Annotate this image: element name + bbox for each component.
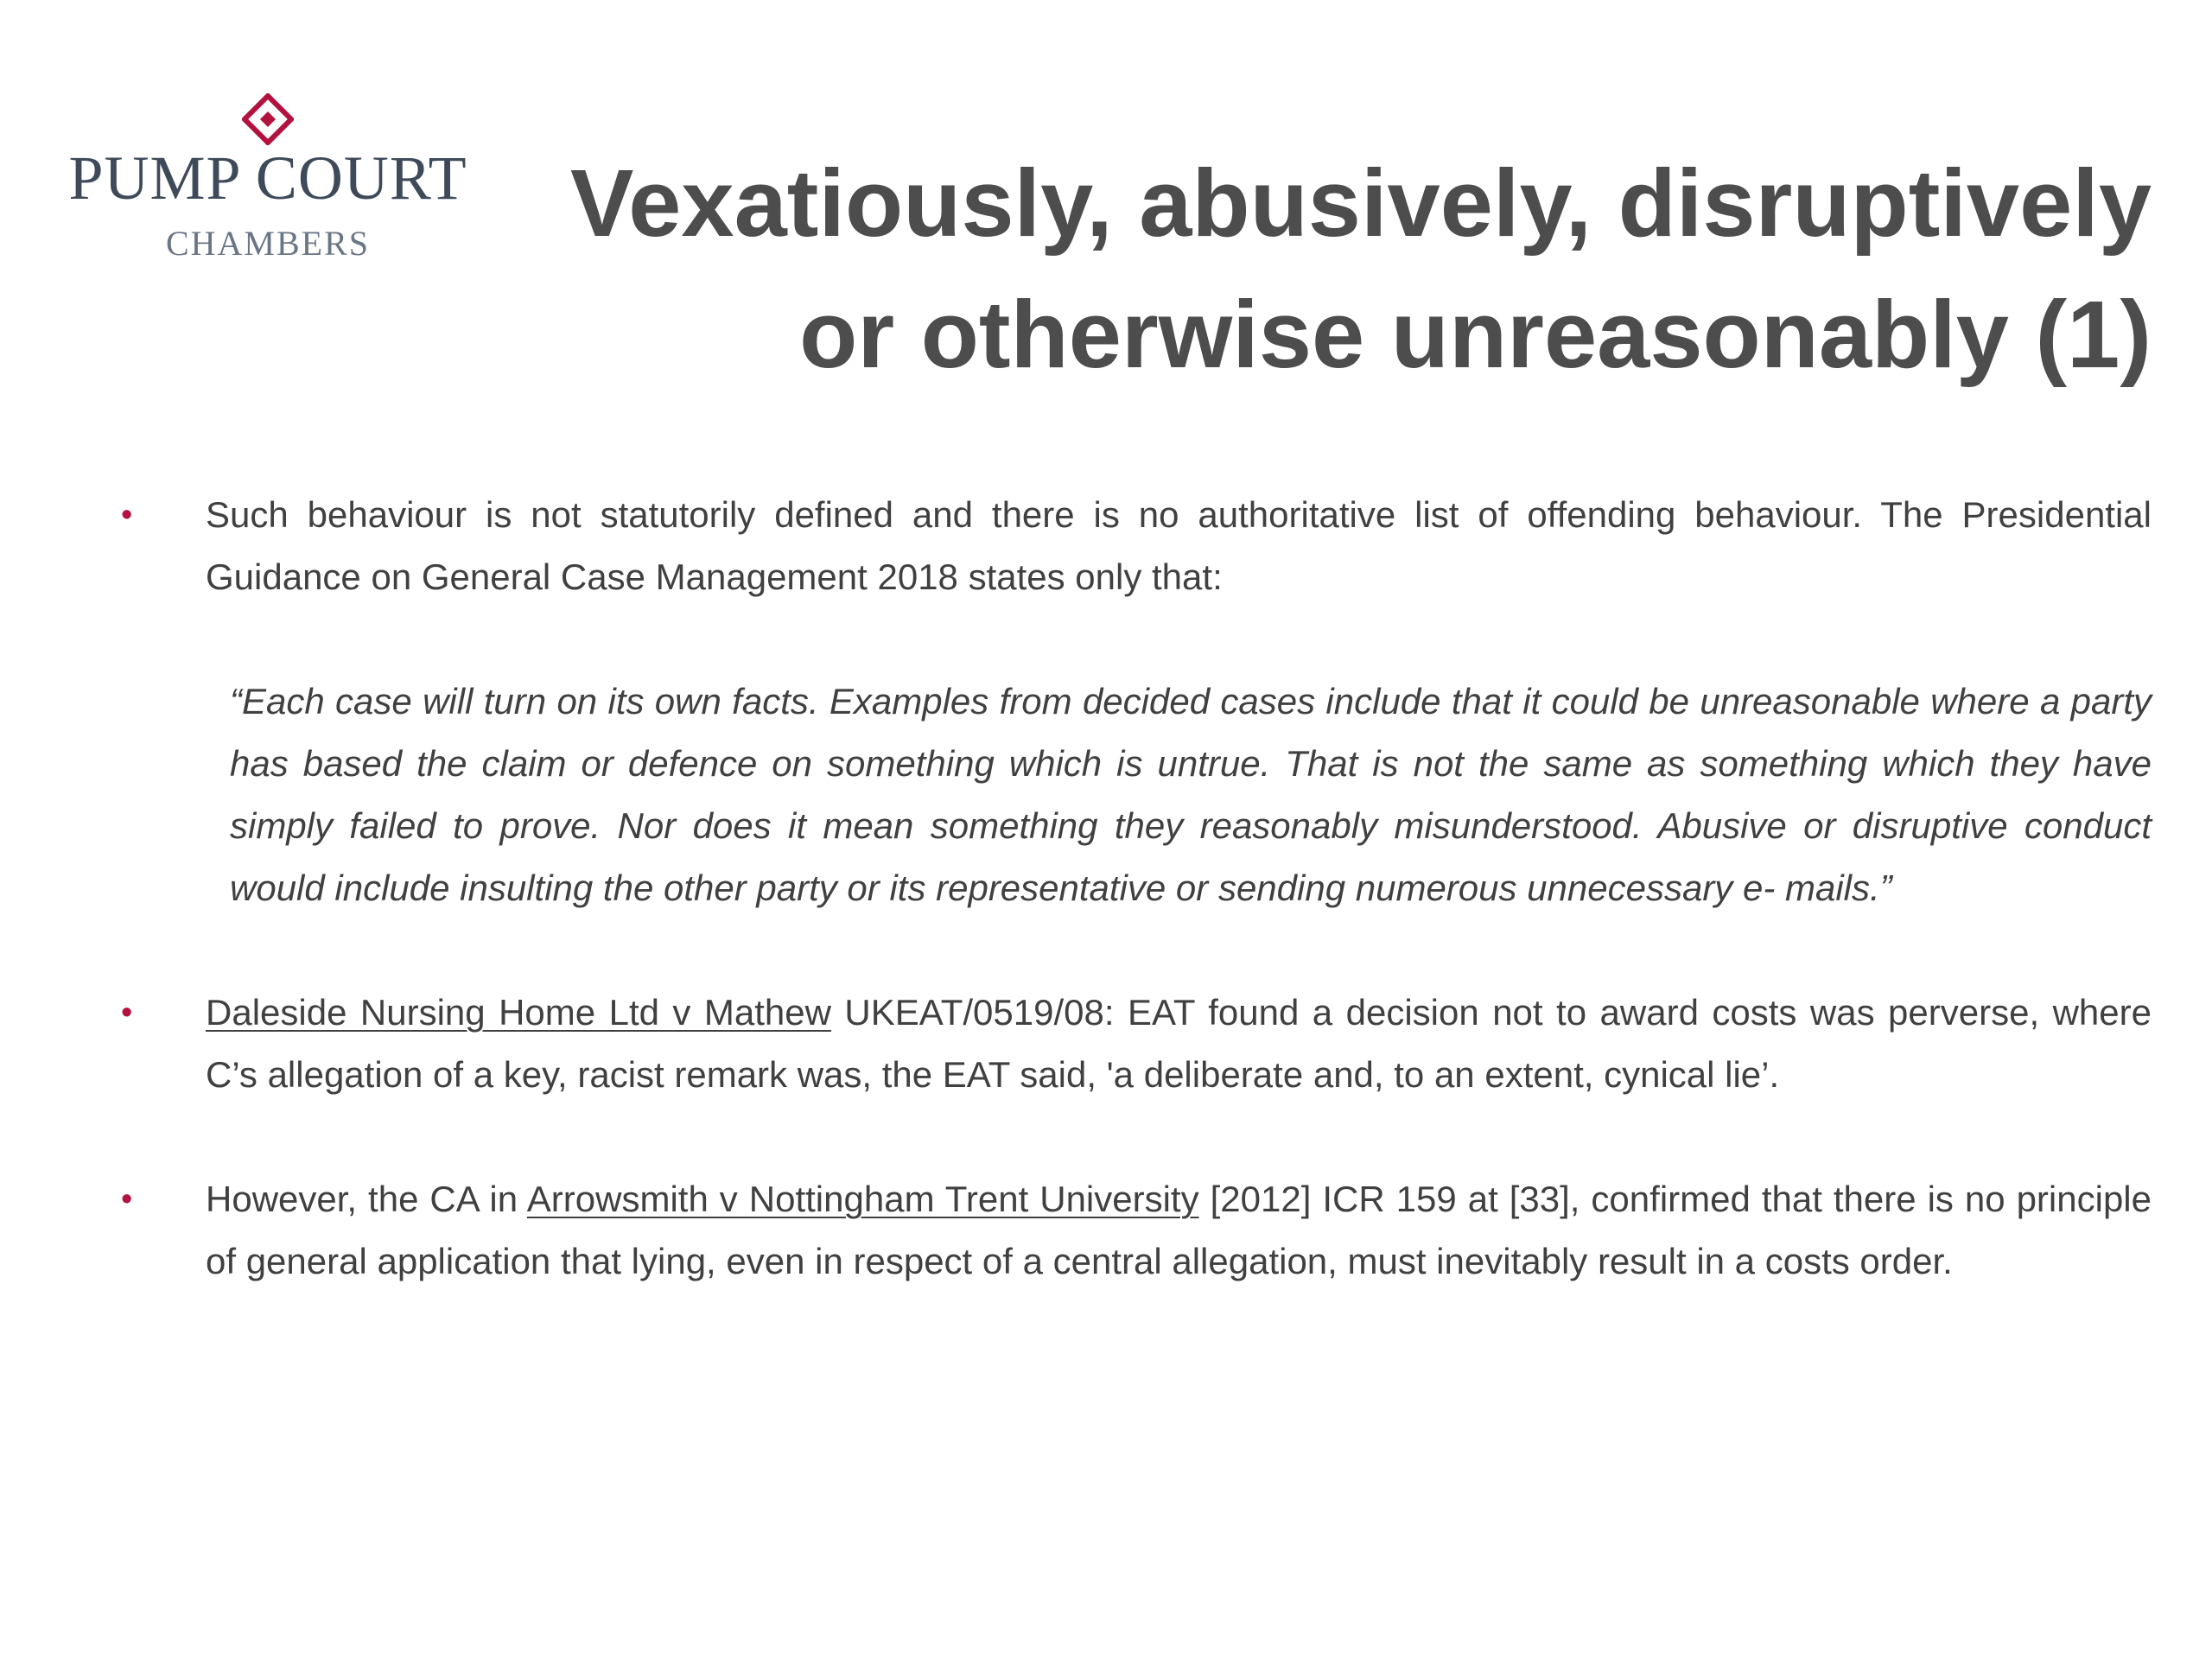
slide-title [467,138,2152,401]
slide-title-line-1: Vexatiously, abusively, disruptively [569,150,2152,257]
bullet-text-after: [2012] ICR 159 at [33], confirmed that there is no principle of general application that lying, even in respect of a central allegation, must inevitably result in a costs order. [206,1179,2152,1281]
diamond-logo-icon [242,93,294,145]
case-citation-arrowsmith: Arrowsmith v Nottingham Trent University [526,1179,1199,1219]
guidance-quote: “Each case will turn on its own facts. Examples from decided cases include that it could be unreasonable where a party has based the claim or defence on something which is untrue. That is not the same as something which they have simply failed to prove. Nor does it mean something they reasonably misunderstood. Abusive or disruptive conduct would include insulting the other party or its representative or sending numerous unnecessary e- mails.” [230,681,2152,908]
bullet-marker: • [121,1181,133,1217]
logo-name: PUMP COURT [68,143,467,213]
bullet-text: Such behaviour is not statutorily defined and there is no authoritative list of offending behaviour. The Presidential Guidance on General Case Management 2018 states only that: [206,494,2152,597]
bullet-item [0,1168,2212,1293]
bullet-item [0,982,2212,1106]
slide-title-line-2: or otherwise unreasonably (1) [799,282,2152,388]
bullet-marker: • [121,497,133,533]
bullet-marker: • [121,995,133,1031]
logo-subtitle: CHAMBERS [165,224,371,263]
pump-court-logo [52,86,484,285]
slide-content [0,484,2212,1293]
bullet-item [0,484,2212,608]
bullet-text-before: However, the CA in [206,1179,527,1219]
case-citation-daleside: Daleside Nursing Home Ltd v Mathew [206,992,831,1033]
bullet-text: UKEAT/0519/08: EAT found a decision not to award costs was perverse, where C’s allegation of a key, racist remark was, the EAT said, 'a deliberate and, to an extent, cynical lie’. [206,992,2152,1095]
